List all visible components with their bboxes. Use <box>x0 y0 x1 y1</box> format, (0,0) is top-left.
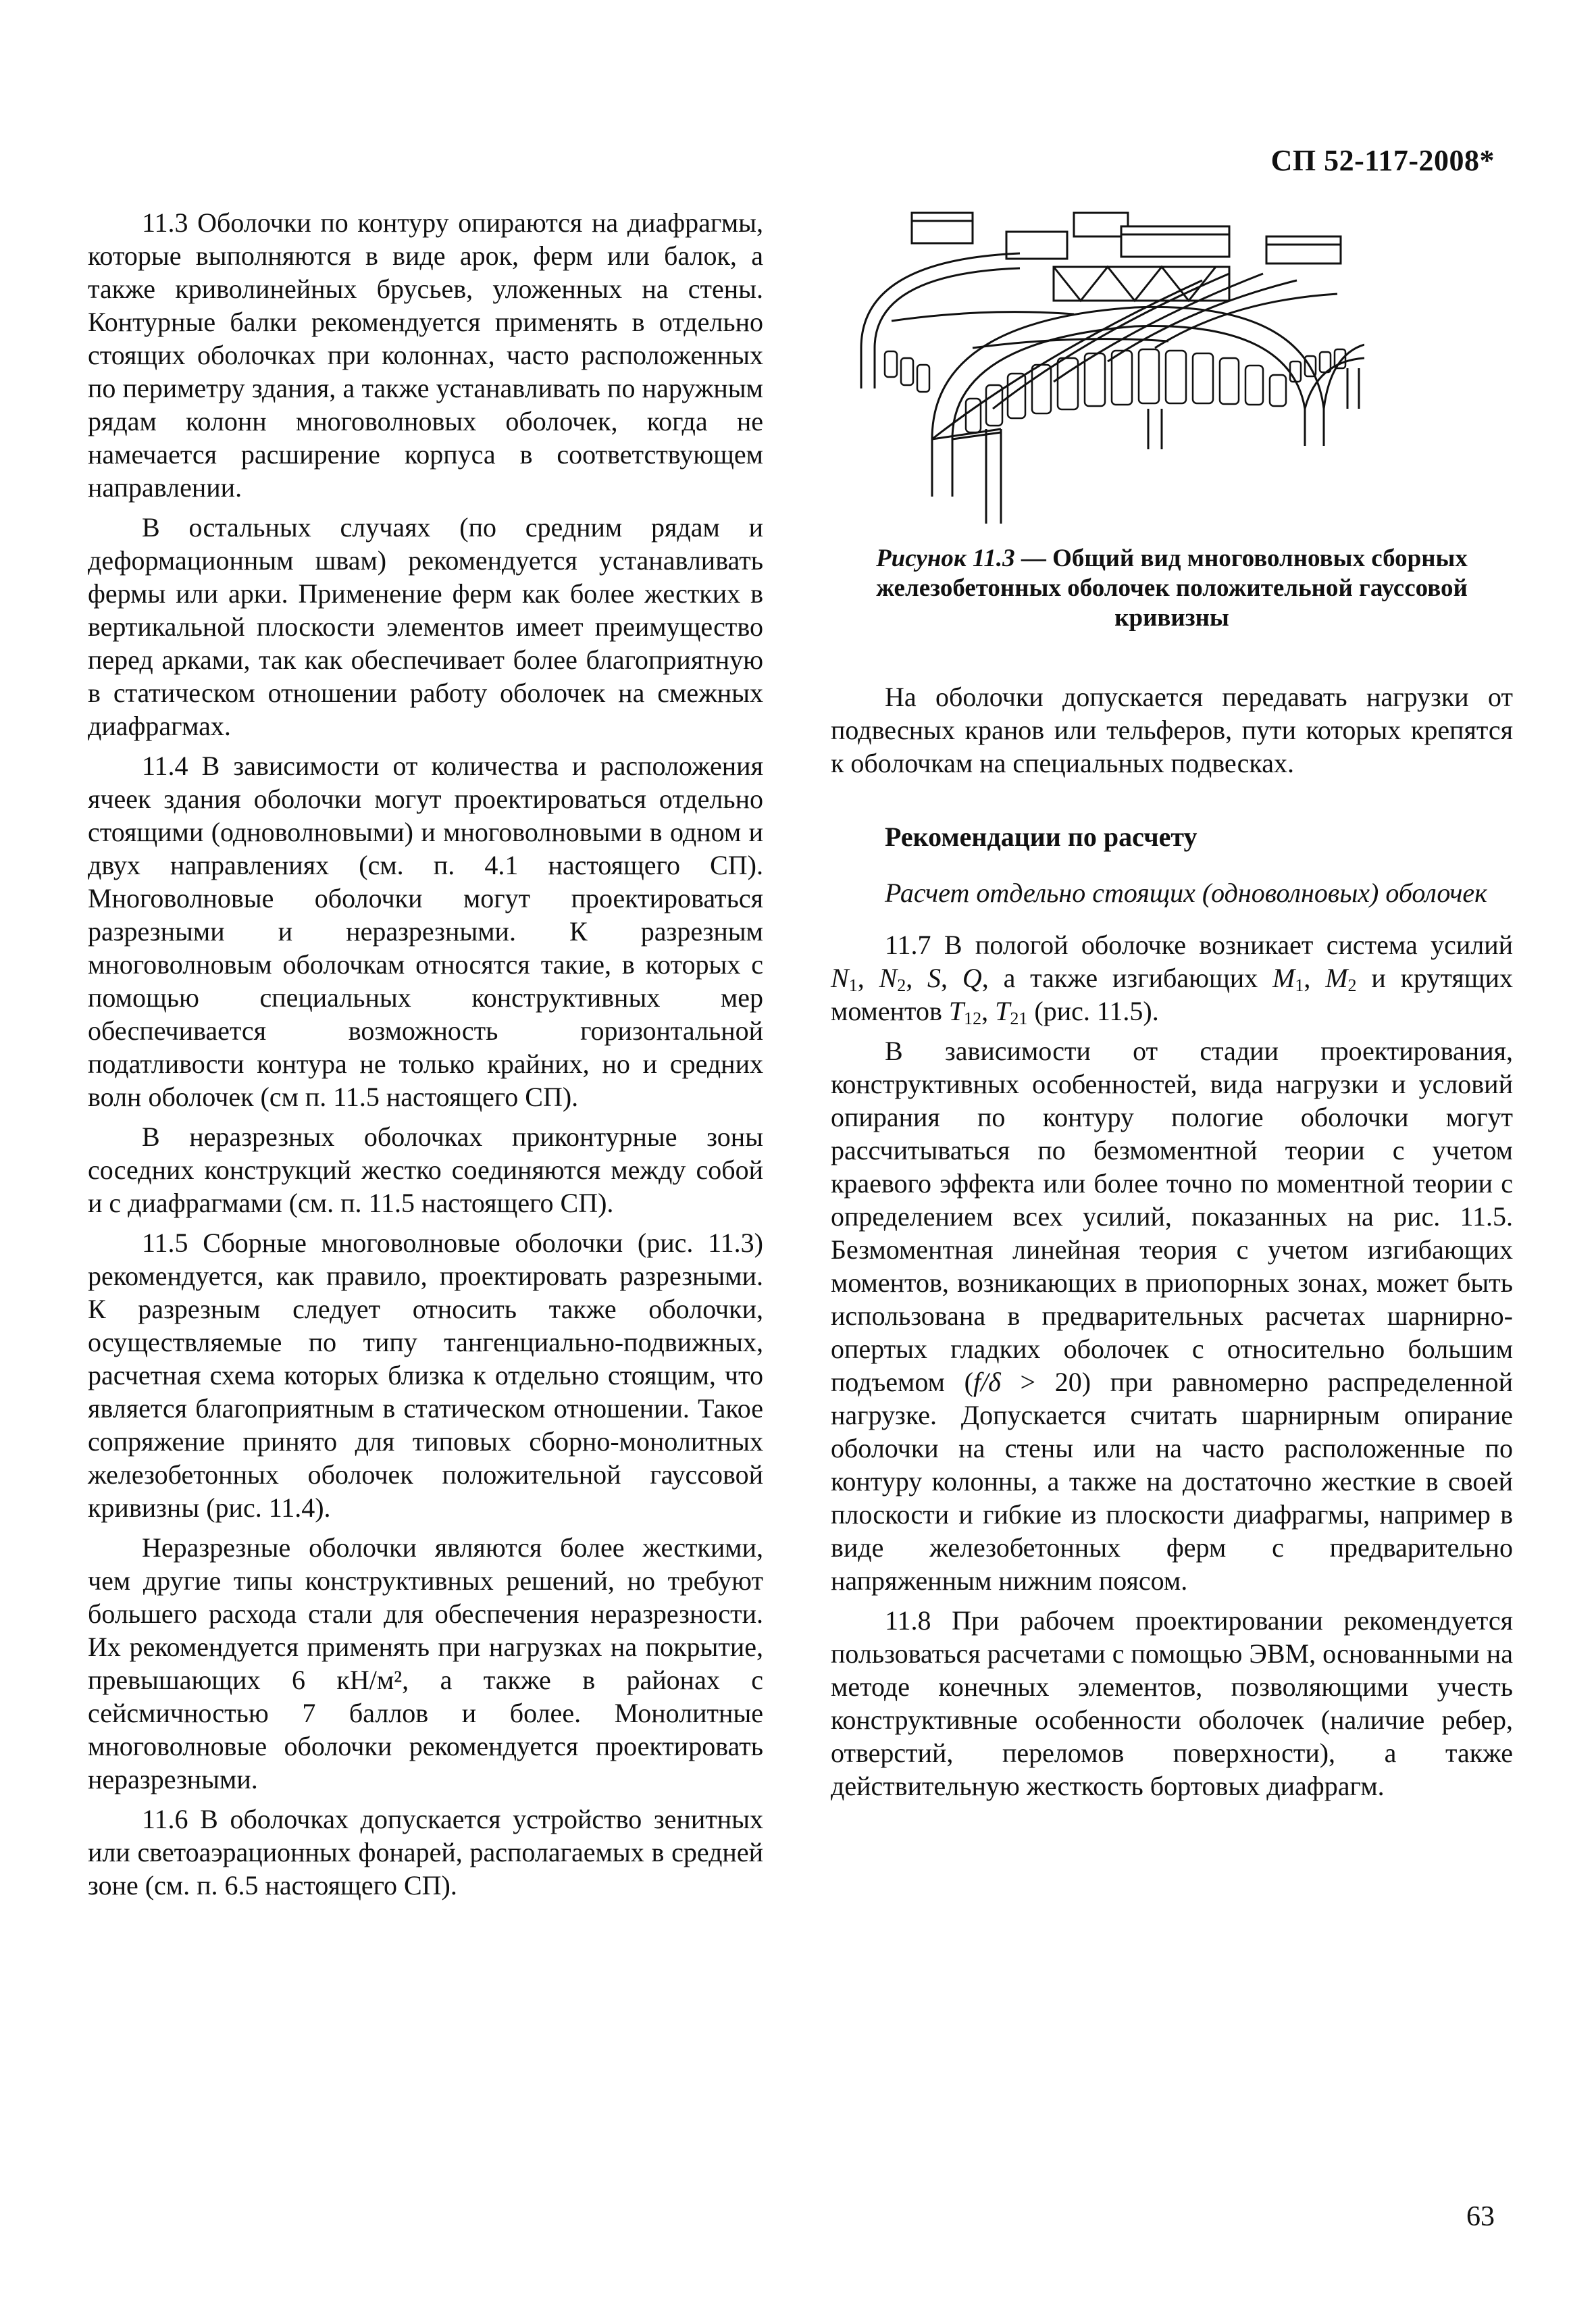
figure-caption <box>831 544 1513 633</box>
figure-caption-text: — Общий вид многоволновых сборных железобетонных оболочек положительной гауссовой кривизны <box>876 545 1468 632</box>
paragraph-design-stage: В зависимости от стадии проектирования, конструктивных особенностей, вида нагрузки и условий опирания по контуру пологие оболочки могут рассчитываться по безмоментной теории с учетом краевого эффекта или более точно по моментной теории с определением всех усилий, показанных на рис. 11.5. Безмоментная линейная теория с учетом изгибающих моментов, возникающих в приопорных зонах, может быть использована в предварительных расчетах шарнирно-опертых гладких оболочек с относительно большим подъемом (f/δ > 20) при равномерно распределенной нагрузке. Допускается считать шарнирным опирание оболочки на стены или на часто расположенные по контуру колонны, а также на достаточно жесткие в своей плоскости и гибкие из плоскости диафрагмы, например в виде железобетонных ферм с предварительно напряженным нижним поясом. <box>831 1036 1513 1596</box>
right-column <box>831 206 1513 1809</box>
left-column <box>88 206 763 1909</box>
paragraph-11-8: 11.8 При рабочем проектировании рекомендуется пользоваться расчетами с помощью ЭВМ, основанными на методе конечных элементов, позволяющими учесть конструктивные особенности оболочек (наличие ребер, отверстий, переломов поверхности), а также действительную жесткость бортовых диафрагм. <box>831 1605 1513 1801</box>
paragraph-11-3: 11.3 Оболочки по контуру опираются на диафрагмы, которые выполняются в виде арок, ферм или балок, а также криволинейных брусьев, уложенных на стены. Контурные балки рекомендуется применять в отдельно стоящих оболочках при колоннах, часто расположенных по периметру здания, а также устанавливать по наружным рядам колонн многоволновых оболочек, когда не намечается расширение корпуса в соответствующем направлении. <box>88 207 763 503</box>
paragraph-11-4: 11.4 В зависимости от количества и расположения ячеек здания оболочки могут проектироваться отдельно стоящими (одноволновыми) и многоволновыми в одном и двух направлениях (см. п. 4.1 настоящего СП). Многоволновые оболочки могут проектироваться разрезными и неразрезными. К разрезным многоволновым оболочкам относятся такие, в которых с помощью специальных конструктивных мер обеспечивается возможность горизонтальной податливости контура не только крайних, но и средних волн оболочек (см п. 11.5 настоящего СП). <box>88 751 763 1112</box>
paragraph-crane-loads: На оболочки допускается передавать нагрузки от подвесных кранов или тельферов, пути которых крепятся к оболочкам на специальных подвесках. <box>831 682 1513 778</box>
subsection-heading: Расчет отдельно стоящих (одноволновых) оболочек <box>885 878 1487 908</box>
paragraph-11-6: 11.6 В оболочках допускается устройство зенитных или светоаэрационных фонарей, располагаемых в средней зоне (см. п. 6.5 настоящего СП). <box>88 1804 763 1901</box>
figure-caption-label: Рисунок 11.3 <box>876 545 1015 572</box>
page-number: 63 <box>1466 2201 1495 2232</box>
paragraph-other-cases: В остальных случаях (по средним рядам и деформационным швам) рекомендуется устанавливать фермы или арки. Применение ферм как более жестких в вертикальной плоскости элементов имеет преимущество перед арками, так как обеспечивает более благоприятную в статическом отношении работу оболочек на смежных диафрагмах. <box>88 512 763 741</box>
paragraph-continuous-shells: В неразрезных оболочках приконтурные зоны соседних конструкций жестко соединяются между собой и с диафрагмами (см. п. 11.5 настоящего СП). <box>88 1122 763 1218</box>
paragraph-11-7: 11.7 В пологой оболочке возникает система усилий $N_1$, $N_2$, S, Q, а также изгибающих $M_1$, $M_2$ и крутящих моментов $T_{12}$, $T_{21}$ (рис. 11.5). <box>831 930 1514 1028</box>
multi-wave-shell-roof-illustration <box>851 206 1364 524</box>
document-code: СП 52-117-2008* <box>1270 144 1495 177</box>
section-heading: Рекомендации по расчету <box>885 822 1198 852</box>
paragraph-11-5: 11.5 Сборные многоволновые оболочки (рис. 11.3) рекомендуется, как правило, проектировать разрезными. К разрезным следует относить также оболочки, осуществляемые по типу тангенциально-подвижных, расчетная схема которых близка к отдельно стоящим, что является благоприятным в статическом отношении. Такое сопряжение принято для типовых сборно-монолитных железобетонных оболочек положительной гауссовой кривизны (рис. 11.4). <box>88 1228 763 1523</box>
figure-11-3 <box>831 206 1513 530</box>
paragraph-rigid-shells: Неразрезные оболочки являются более жесткими, чем другие типы конструктивных решений, но требуют большего расхода стали для обеспечения неразрезности. Их рекомендуется применять при нагрузках на покрытие, превышающих 6 кН/м², а также в районах с сейсмичностью 7 баллов и более. Монолитные многоволновые оболочки рекомендуется проектировать неразрезными. <box>88 1532 763 1794</box>
